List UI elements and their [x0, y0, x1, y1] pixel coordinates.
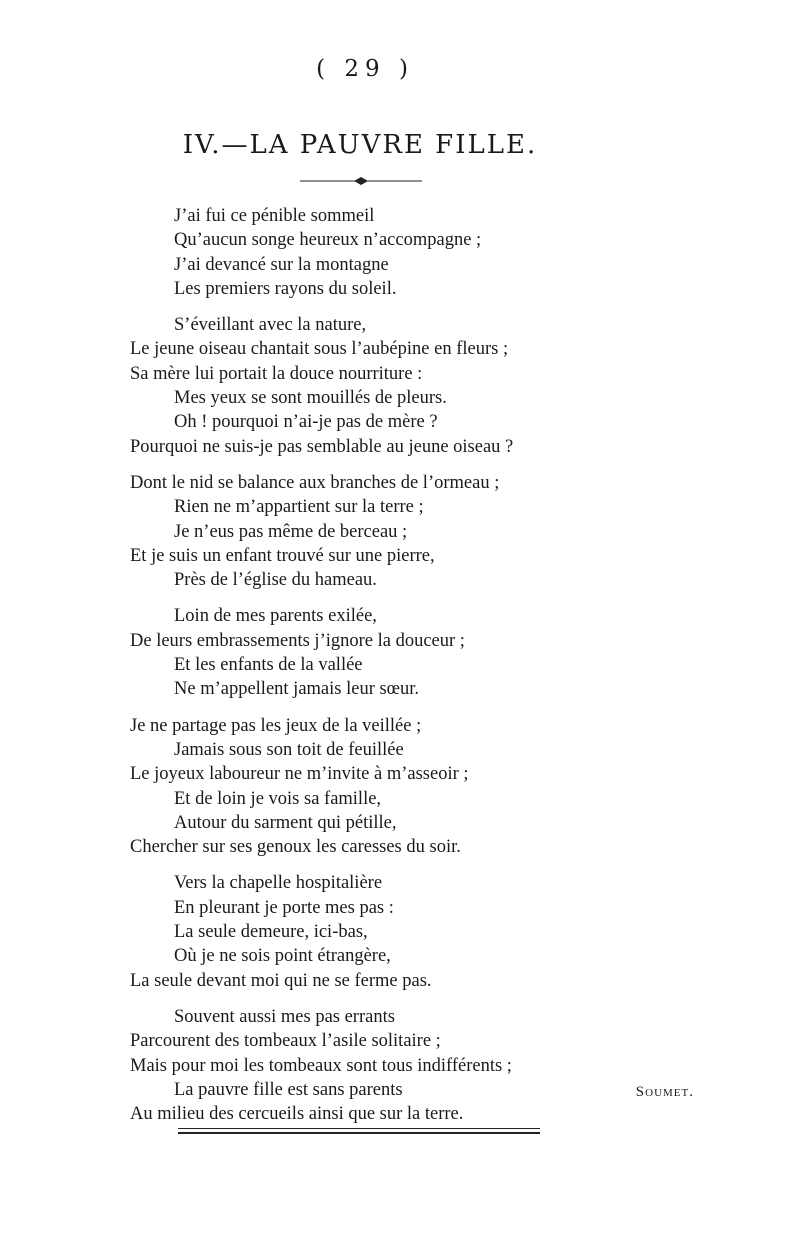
double-rule-icon — [178, 1128, 540, 1138]
poem-line: Dont le nid se balance aux branches de l’ormeau ; — [130, 472, 500, 493]
poem-line: Au milieu des cercueils ainsi que sur la terre. — [130, 1104, 464, 1125]
poem-line: Mes yeux se sont mouillés de pleurs. — [174, 388, 447, 409]
stanza — [130, 204, 650, 301]
poem-line: Rien ne m’appartient sur la terre ; — [174, 497, 424, 518]
stanza-gap — [130, 859, 650, 871]
poem-line: Et de loin je vois sa famille, — [174, 788, 382, 809]
poem-line: J’ai devancé sur la montagne — [174, 254, 389, 275]
stanza — [130, 1005, 650, 1126]
poem-line: Chercher sur ses genoux les caresses du soir. — [130, 837, 461, 858]
poem-line: Les premiers rayons du soleil. — [174, 278, 397, 299]
author-signature: Soumet. — [635, 1084, 694, 1100]
stanza-gap — [130, 459, 650, 471]
stanza-gap — [130, 592, 650, 604]
poem-title: IV.—LA PAUVRE FILLE. — [182, 130, 538, 160]
poem-line: La seule devant moi qui ne se ferme pas. — [130, 970, 432, 991]
stanza — [130, 471, 650, 592]
poem-line: Près de l’église du hameau. — [174, 570, 377, 591]
poem-line: La pauvre fille est sans parents — [174, 1079, 403, 1100]
poem-body — [130, 204, 650, 1126]
poem-line: Je ne partage pas les jeux de la veillée ; — [130, 715, 422, 736]
stanza-gap — [130, 301, 650, 313]
stanza-gap — [130, 702, 650, 714]
poem-line: Vers la chapelle hospitalière — [174, 873, 383, 894]
poem-line: La seule demeure, ici-bas, — [174, 922, 368, 943]
poem-line: Pourquoi ne suis-je pas semblable au jeune oiseau ? — [130, 436, 514, 457]
poem-line: Et je suis un enfant trouvé sur une pierre, — [130, 545, 435, 566]
poem-line: De leurs embrassements j’ignore la douceur ; — [130, 630, 465, 651]
stanza — [130, 871, 650, 992]
poem-line: Parcourent des tombeaux l’asile solitaire ; — [130, 1031, 441, 1052]
stanza — [130, 604, 650, 701]
poem-line: Mais pour moi les tombeaux sont tous indifférents ; — [130, 1055, 512, 1076]
rule-with-diamond-icon — [300, 174, 422, 188]
poem-line: En pleurant je porte mes pas : — [174, 897, 394, 918]
poem-line: Sa mère lui portait la douce nourriture : — [130, 363, 423, 384]
stanza-gap — [130, 993, 650, 1005]
poem-line: Souvent aussi mes pas errants — [174, 1006, 395, 1027]
stanza — [130, 714, 650, 860]
poem-line: Où je ne sois point étrangère, — [174, 946, 391, 967]
poem-line: Je n’eus pas même de berceau ; — [174, 521, 408, 542]
poem-line: Autour du sarment qui pétille, — [174, 812, 397, 833]
poem-line: J’ai fui ce pénible sommeil — [174, 206, 375, 226]
page-number: ( 29 ) — [316, 56, 414, 82]
poem-line: Le jeune oiseau chantait sous l’aubépine en fleurs ; — [130, 339, 509, 360]
poem-line: Ne m’appellent jamais leur sœur. — [174, 679, 420, 700]
poem-line: Et les enfants de la vallée — [174, 655, 363, 676]
poem-line: S’éveillant avec la nature, — [174, 315, 367, 336]
poem-line: Jamais sous son toit de feuillée — [174, 739, 404, 760]
poem-line: Le joyeux laboureur ne m’invite à m’asseoir ; — [130, 764, 469, 785]
poem-line: Oh ! pourquoi n’ai-je pas de mère ? — [174, 412, 438, 433]
stanza — [130, 313, 650, 459]
poem-line: Loin de mes parents exilée, — [174, 606, 377, 627]
poem-line: Qu’aucun songe heureux n’accompagne ; — [174, 230, 482, 251]
